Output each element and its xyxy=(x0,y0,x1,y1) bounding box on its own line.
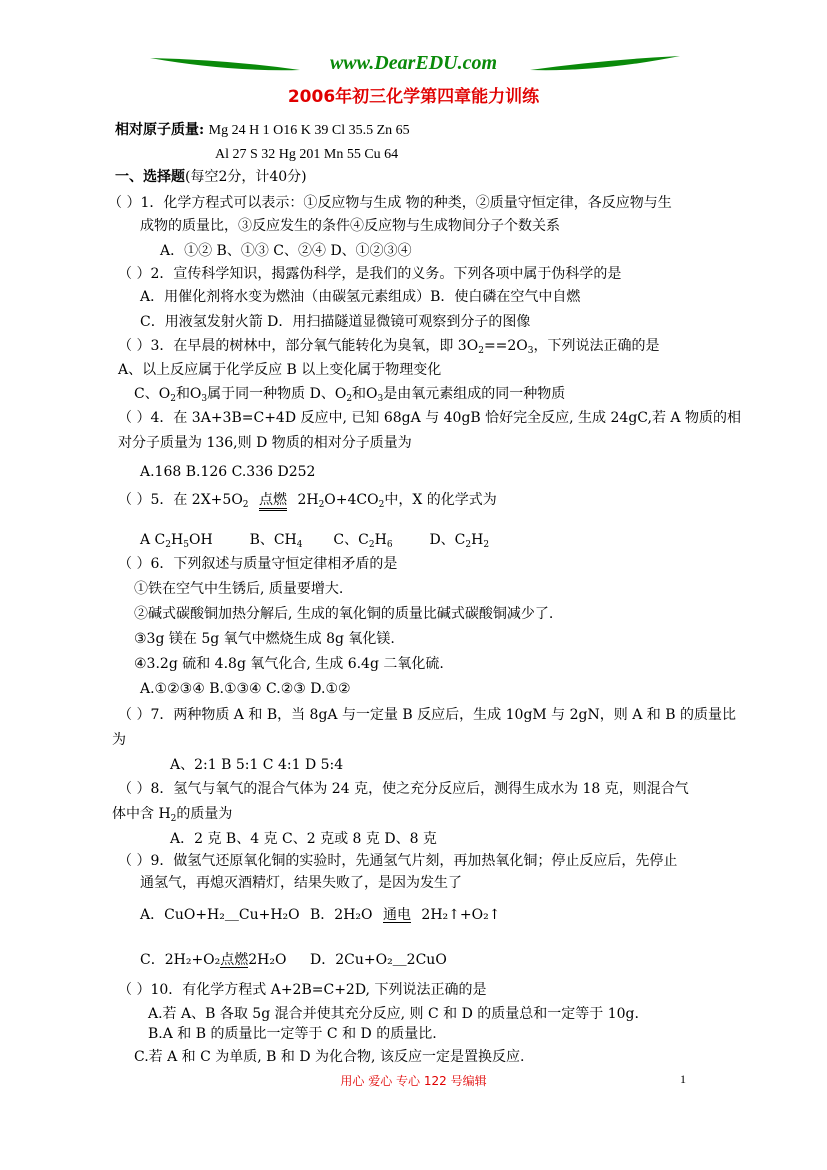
q9-optb-suffix: 2H₂↑+O₂↑ xyxy=(421,907,501,923)
q5-opt-d: D、C xyxy=(429,532,466,548)
q3-line1: （ ）3．在早晨的树林中，部分氧气能转化为臭氧，即 $3O_2==2O_3$，下列说法正确的是 xyxy=(118,338,660,356)
q6-statement-2: ②碱式碳酸铜加热分解后, 生成的氧化铜的质量比碱式碳酸铜减少了. xyxy=(134,606,554,622)
q4-line1: （ ）4．在 3A+3B=C+4D 反应中, 已知 68gA 与 40gB 恰好完全反应, 生成 24gC,若 A 物质的相 xyxy=(118,410,741,426)
q5-product-b: O+4CO xyxy=(324,492,379,508)
q5-opt-a: A C xyxy=(140,532,166,548)
q6-statement-4: ④3.2g 硫和 4.8g 氧气化合, 生成 6.4g 二氧化硫. xyxy=(134,656,444,672)
section-note: (每空2分，计40分) xyxy=(185,169,307,185)
q9-optb-condition: 通电 xyxy=(382,907,411,923)
q9-optc-prefix: C．2H₂+O₂ xyxy=(140,952,221,968)
q4-options: A.168 B.126 C.336 D252 xyxy=(140,464,316,480)
q5-opt-a2: H xyxy=(171,532,184,548)
footer-text: 用心 爱心 专心 122 号编辑 xyxy=(340,1074,487,1088)
q5-line: （ ）5．在 $2X+5O_2$ 点燃 $2H_2O+4CO_2$中，X 的化学式为 xyxy=(118,492,497,510)
q10-line1: （ ）10．有化学方程式 A+2B=C+2D, 下列说法正确的是 xyxy=(118,982,487,998)
q3-line2: A、以上反应属于化学反应 B 以上变化属于物理变化 xyxy=(118,362,442,378)
atomic-mass-row-1 xyxy=(115,120,410,141)
q7-line1: （ ）7．两种物质 A 和 B，当 8gA 与一定量 B 反应后，生成 10gM 与 2gN，则 A 和 B 的质量比 xyxy=(118,707,736,723)
q1-line2: 成物的质量比，③反应发生的条件④反应物与生成物间分子个数关系 xyxy=(140,218,560,234)
site-banner[interactable]: www.DearEDU.com xyxy=(329,52,498,74)
q6-statement-3: ③3g 镁在 5g 氧气中燃烧生成 8g 氧化镁. xyxy=(134,631,395,647)
section-heading xyxy=(115,167,307,187)
page-title: 2006年初三化学第四章能力训练 xyxy=(287,87,540,107)
q3-text-b: ==2O xyxy=(483,338,528,354)
q3-opt-d3: 是由氧元素组成的同一种物质 xyxy=(383,386,566,402)
q3-opt-d2: 和O xyxy=(352,386,378,402)
q3-text-c: ，下列说法正确的是 xyxy=(533,338,660,354)
q7-line2: 为 xyxy=(112,732,126,748)
q5-opt-a3: OH xyxy=(188,532,213,548)
q2-line1: （ ）2．宣传科学知识，揭露伪科学，是我们的义务。下列各项中属于伪科学的是 xyxy=(118,266,622,282)
q8-line2-b: 的质量为 xyxy=(176,806,233,822)
page-number: 1 xyxy=(680,1072,686,1086)
q9-optc-suffix: 2H₂O xyxy=(248,952,287,968)
q8-options: A．2 克 B、4 克 C、2 克或 8 克 D、8 克 xyxy=(170,831,437,847)
q1-options: A．①② B、①③ C、②④ D、①②③④ xyxy=(160,243,412,259)
q5-options: A $C_2H_5OH$ B、$CH_4$ C、$C_2H_6$ D、$C_2H_2$ xyxy=(140,532,490,550)
q5-product-a: 2H xyxy=(297,492,319,508)
q5-condition: 点燃 xyxy=(259,492,287,511)
q3-opt-c: C、O xyxy=(134,386,171,402)
q8-line1: （ ）8．氢气与氧气的混合气体为 24 克，使之充分反应后，测得生成水为 18 克，则混合气 xyxy=(118,781,689,797)
q9-option-d: D．2Cu+O₂＿2CuO xyxy=(310,952,447,968)
q5-prefix: （ ）5．在 2X+5O xyxy=(118,492,243,508)
q9-option-a: A．CuO+H₂＿Cu+H₂O xyxy=(140,907,300,923)
q8-line2: 体中含 $H_2$的质量为 xyxy=(112,806,233,824)
q9-optc-condition: 点燃 xyxy=(220,952,249,968)
q2-line3: C．用液氢发射火箭 D．用扫描隧道显微镜可观察到分子的图像 xyxy=(140,314,531,330)
q4-line2: 对分子质量为 136,则 D 物质的相对分子质量为 xyxy=(118,435,412,451)
q6-options: A.①②③④ B.①③④ C.②③ D.①② xyxy=(140,681,351,697)
q10-option-a: A.若 A、B 各取 5g 混合并使其充分反应, 则 C 和 D 的质量总和一定等于 10g. xyxy=(148,1006,639,1022)
atomic-mass-values-1: Mg 24 H 1 O16 K 39 Cl 35.5 Zn 65 xyxy=(208,123,410,138)
q1-line1: （ ）1．化学方程式可以表示：①反应物与生成 物的种类，②质量守恒定律，各反应物与生 xyxy=(108,195,672,211)
q9-optb-prefix: B．2H₂O xyxy=(310,907,373,923)
q9-line2: 通氢气，再熄灭酒精灯，结果失败了，是因为发生了 xyxy=(140,875,462,891)
q10-option-c: C.若 A 和 C 为单质, B 和 D 为化合物, 该反应一定是置换反应. xyxy=(134,1049,525,1065)
q7-options: A、2:1 B 5:1 C 4:1 D 5:4 xyxy=(170,757,344,773)
q3-opt-c2: 和O xyxy=(175,386,202,402)
atomic-mass-label: 相对原子质量: xyxy=(115,122,205,138)
q3-opt-d: 属于同一种物质 D、O xyxy=(207,386,347,402)
q8-line2-a: 体中含 H xyxy=(112,806,171,822)
q6-line1: （ ）6．下列叙述与质量守恒定律相矛盾的是 xyxy=(118,556,398,572)
q6-statement-1: ①铁在空气中生锈后, 质量要增大. xyxy=(134,581,344,597)
q9-option-c xyxy=(140,950,286,970)
q5-opt-c2: H xyxy=(374,532,387,548)
q3-line3: C、$O_2$和$O_3$属于同一种物质 D、$O_2$和$O_3$是由氧元素组成的同一种物质 xyxy=(134,386,566,404)
q3-text-a: （ ）3．在早晨的树林中，部分氧气能转化为臭氧，即 3O xyxy=(118,338,479,354)
q10-option-b: B.A 和 B 的质量比一定等于 C 和 D 的质量比. xyxy=(148,1026,437,1042)
q5-opt-b: B、CH xyxy=(249,532,297,548)
q5-opt-d2: H xyxy=(471,532,484,548)
q2-line2: A．用催化剂将水变为燃油（由碳氢元素组成）B．使白磷在空气中自燃 xyxy=(140,289,581,305)
q5-opt-c: C、C xyxy=(333,532,369,548)
section-label: 一、选择题 xyxy=(115,169,185,185)
q5-suffix: 中，X 的化学式为 xyxy=(384,492,497,508)
q9-option-b xyxy=(310,905,500,925)
q9-line1: （ ）9．做氢气还原氧化铜的实验时，先通氢气片刻，再加热氧化铜；停止反应后，先停止 xyxy=(118,853,678,869)
atomic-mass-row-2: Al 27 S 32 Hg 201 Mn 55 Cu 64 xyxy=(215,147,399,162)
